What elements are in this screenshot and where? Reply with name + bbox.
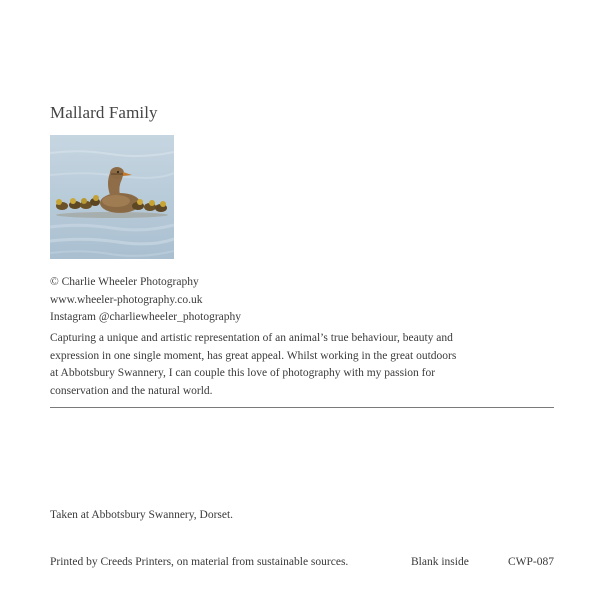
description-line: Capturing a unique and artistic representation of an animal’s true behaviour, beauty and: [50, 332, 453, 344]
copyright-line: © Charlie Wheeler Photography: [50, 276, 199, 288]
mallard-photo: [50, 135, 174, 259]
location-note: Taken at Abbotsbury Swannery, Dorset.: [50, 509, 234, 521]
description-line: conservation and the natural world.: [50, 384, 213, 397]
duck-photo-illustration: [50, 135, 174, 259]
description-line: at Abbotsbury Swannery, I can couple this love of photography with my passion for: [50, 367, 436, 380]
product-code: CWP-087: [508, 556, 554, 568]
description-line: expression in one single moment, has great appeal. Whilst working in the great outdoors: [50, 349, 457, 362]
website-link: www.wheeler-photography.co.uk: [50, 293, 203, 306]
divider-rule: [50, 407, 554, 408]
blank-inside-note: Blank inside: [411, 556, 469, 568]
printer-note: Printed by Creeds Printers, on material from sustainable sources.: [50, 556, 349, 568]
card-title: Mallard Family: [50, 103, 158, 122]
description-paragraph: [50, 330, 470, 400]
credits-block: [50, 274, 241, 327]
instagram-handle: Instagram @charliewheeler_photography: [50, 311, 242, 323]
